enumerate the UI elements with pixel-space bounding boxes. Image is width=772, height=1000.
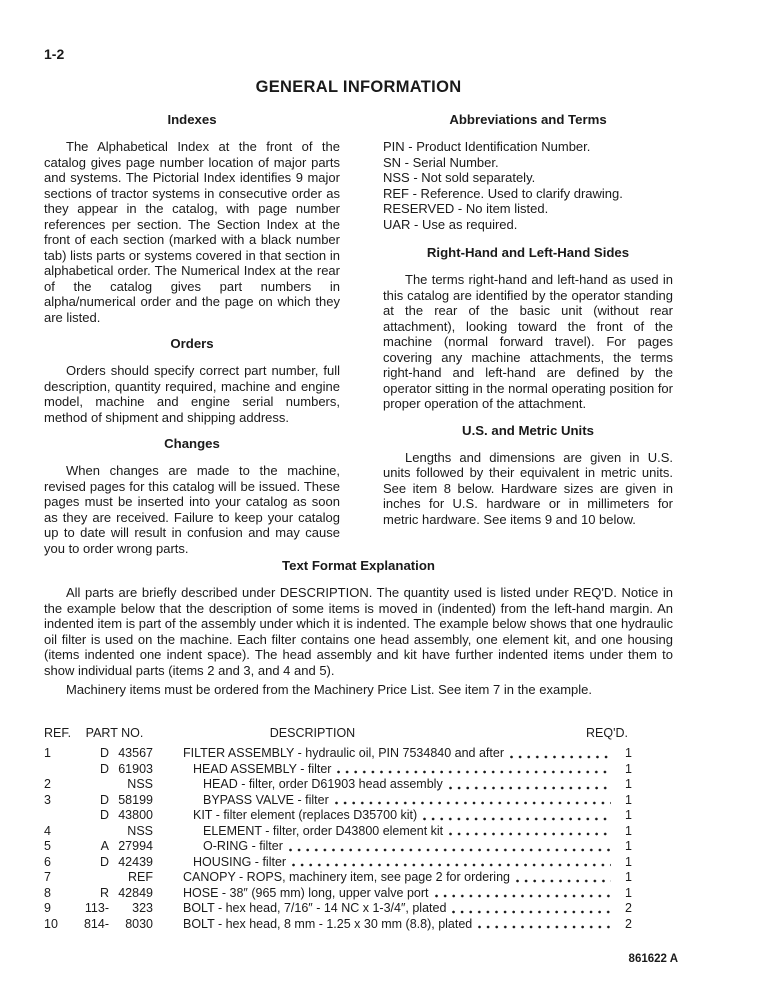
table-row	[44, 808, 632, 824]
reqd-cell: 1	[625, 854, 632, 869]
table-row	[44, 886, 632, 902]
form-number: 861622 A	[628, 953, 678, 965]
table-row	[44, 777, 632, 793]
part-number-cell: 323	[132, 901, 153, 915]
dot-leader	[292, 863, 611, 867]
description-text: BOLT - hex head, 8 mm - 1.25 x 30 mm (8.8), plated	[183, 916, 473, 931]
header-reqd: REQ'D.	[586, 726, 628, 740]
table-row	[44, 839, 632, 855]
orders-paragraph: Orders should specify correct part number, full description, quantity required, machine and engine model, machine and engine serial numbers, method of shipment and shipping address.	[44, 363, 340, 425]
description-text: FILTER ASSEMBLY - hydraulic oil, PIN 7534840 and after	[183, 746, 504, 760]
text-format-heading: Text Format Explanation	[282, 558, 435, 573]
sides-heading: Right-Hand and Left-Hand Sides	[426, 245, 630, 260]
part-number-cell: 43567	[118, 746, 153, 760]
dot-leader	[289, 848, 611, 852]
table-row	[44, 762, 632, 778]
dot-leader	[452, 910, 611, 914]
table-row	[44, 870, 632, 886]
text-format-paragraph: All parts are briefly described under DESCRIPTION. The quantity used is listed under REQ'D. Notice in the example below that the description of some items is moved in (indented) from the left-hand margin. An indented item is part of the assembly under which it is indented. The example below shows that one hydraulic oil filter is used on the machine. Each filter contains one head assembly, one element kit, and one housing (items indented one indent space). The head assembly and kit have further indented items under them to show individual parts (items 2 and 3, and 4 and 5).	[44, 585, 673, 678]
parts-table-body	[44, 746, 632, 932]
header-description: DESCRIPTION	[269, 726, 356, 740]
header-part-no: PART NO.	[85, 726, 144, 740]
description-cell	[183, 870, 616, 886]
abbreviation-item: NSS - Not sold separately.	[383, 170, 536, 185]
abbreviation-item: RESERVED - No item listed.	[383, 201, 549, 216]
reqd-cell: 1	[625, 870, 632, 884]
header-ref: REF.	[44, 726, 72, 740]
description-cell	[183, 824, 616, 840]
ref-cell	[44, 762, 76, 778]
dot-leader	[449, 832, 611, 836]
dot-leader	[337, 770, 611, 774]
two-column-area	[44, 106, 673, 556]
part-number-cell: 42439	[118, 854, 153, 869]
description-text: KIT - filter element (replaces D35700 kit)	[193, 808, 418, 822]
description-cell	[183, 777, 616, 793]
reqd-cell: 1	[625, 885, 632, 900]
part-prefix-cell	[76, 870, 109, 886]
description-text: BOLT - hex head, 7/16″ - 14 NC x 1-3/4″, plated	[183, 901, 447, 915]
part-prefix-cell: D	[99, 792, 109, 807]
part-prefix-cell: D	[99, 854, 109, 869]
description-cell	[183, 839, 616, 855]
description-cell	[183, 886, 616, 902]
ref-cell: 2	[44, 777, 51, 791]
reqd-cell: 1	[625, 839, 632, 853]
ref-cell: 9	[44, 901, 51, 915]
description-cell	[183, 855, 616, 871]
part-number-cell: REF	[128, 870, 153, 884]
table-row	[44, 746, 632, 762]
left-column	[44, 106, 340, 556]
ref-cell: 10	[44, 916, 58, 931]
page-title: GENERAL INFORMATION	[255, 78, 462, 96]
part-prefix-cell: D	[99, 746, 109, 760]
description-text: HOUSING - filter	[193, 854, 287, 869]
part-prefix-cell: D	[99, 808, 109, 822]
reqd-cell: 2	[625, 916, 632, 931]
reqd-cell: 2	[625, 901, 632, 915]
part-prefix-cell: R	[99, 885, 109, 900]
parts-table	[44, 719, 632, 932]
part-number-cell: 43800	[118, 808, 153, 822]
ref-cell: 1	[44, 746, 51, 760]
description-cell	[183, 917, 616, 933]
sides-paragraph: The terms right-hand and left-hand as used in this catalog are identified by the operator standing at the rear of the basic unit (without rear attachment), looking toward the front of the machine (normal forward travel). For pages covering any machine attachments, the terms right-hand and left-hand are defined by the operator sitting in the normal operating position for proper operation of the attachment.	[383, 272, 673, 411]
table-row	[44, 917, 632, 933]
ref-cell: 7	[44, 870, 51, 884]
abbreviations-heading: Abbreviations and Terms	[449, 112, 607, 127]
reqd-cell: 1	[625, 777, 632, 791]
parts-table-header	[44, 719, 632, 741]
table-row	[44, 793, 632, 809]
part-prefix-cell	[76, 777, 109, 793]
right-column	[383, 106, 673, 556]
part-prefix-cell: 814-	[83, 916, 109, 931]
ref-cell: 3	[44, 792, 51, 807]
abbreviation-item: UAR - Use as required.	[383, 216, 518, 232]
part-number-cell: 58199	[118, 792, 153, 807]
changes-paragraph: When changes are made to the machine, revised pages for this catalog will be issued. These pages must be inserted into your catalog as soon as they are received. Failure to keep your catalog up to date will result in confusion and may cause you to order wrong parts.	[44, 463, 340, 556]
dot-leader	[516, 879, 611, 883]
dot-leader	[510, 755, 611, 759]
reqd-cell: 1	[625, 792, 632, 807]
ref-cell	[44, 808, 76, 824]
description-text: BYPASS VALVE - filter	[203, 792, 329, 807]
part-prefix-cell	[76, 824, 109, 840]
reqd-cell: 1	[625, 823, 632, 838]
table-row	[44, 855, 632, 871]
description-text: O-RING - filter	[203, 839, 283, 853]
indexes-heading: Indexes	[167, 112, 217, 127]
part-number-cell: NSS	[127, 777, 153, 791]
description-cell	[183, 746, 616, 762]
description-text: HEAD - filter, order D61903 head assembly	[203, 777, 443, 791]
ref-cell: 8	[44, 885, 51, 900]
description-cell	[183, 793, 616, 809]
reqd-cell: 1	[625, 746, 632, 760]
ref-cell: 4	[44, 823, 51, 838]
part-number-cell: 61903	[118, 761, 153, 776]
description-text: CANOPY - ROPS, machinery item, see page 2 for ordering	[183, 870, 510, 884]
indexes-paragraph: The Alphabetical Index at the front of the catalog gives page number location of major parts and systems. The Pictorial Index identifies 9 major sections of tractor systems in consecutive order as they appear in the catalog, with page number references per section. The Section Index at the front of each section (marked with a black number tab) lists parts or systems covered in that section in alphabetical order. The Numerical Index at the rear of the catalog gives part numbers in alpha/numerical order and the page on which they are listed.	[44, 139, 340, 325]
part-prefix-cell: 113-	[84, 901, 109, 915]
abbreviations-list	[383, 139, 673, 232]
abbreviation-item: SN - Serial Number.	[383, 154, 499, 170]
dot-leader	[335, 801, 611, 805]
part-prefix-cell: A	[100, 839, 109, 853]
orders-heading: Orders	[170, 336, 214, 351]
dot-leader	[478, 925, 611, 929]
units-paragraph: Lengths and dimensions are given in U.S. units followed by their equivalent in metric units. See item 8 below. Hardware sizes are given in inches for U.S. hardware or in millimeters for metric hardware. See items 9 and 10 below.	[383, 449, 673, 527]
part-number-cell: NSS	[127, 823, 153, 838]
part-prefix-cell: D	[99, 761, 109, 776]
reqd-cell: 1	[625, 808, 632, 822]
part-number-cell: 8030	[125, 916, 153, 931]
part-number-cell: 42849	[118, 885, 153, 900]
units-heading: U.S. and Metric Units	[462, 422, 594, 438]
reqd-cell: 1	[625, 761, 632, 776]
table-row	[44, 824, 632, 840]
description-cell	[183, 901, 616, 917]
description-text: HEAD ASSEMBLY - filter	[193, 761, 332, 776]
abbreviation-item: REF - Reference. Used to clarify drawing.	[383, 185, 623, 201]
machinery-note: Machinery items must be ordered from the Machinery Price List. See item 7 in the example.	[66, 682, 592, 697]
description-cell	[183, 762, 616, 778]
dot-leader	[423, 817, 611, 821]
description-text: HOSE - 38″ (965 mm) long, upper valve port	[183, 885, 429, 900]
changes-heading: Changes	[164, 436, 220, 451]
table-row	[44, 901, 632, 917]
ref-cell: 5	[44, 839, 51, 853]
description-text: ELEMENT - filter, order D43800 element kit	[203, 823, 444, 838]
abbreviation-item: PIN - Product Identification Number.	[383, 139, 591, 154]
dot-leader	[449, 786, 611, 790]
description-cell	[183, 808, 616, 824]
dot-leader	[435, 894, 611, 898]
ref-cell: 6	[44, 854, 51, 869]
page-number: 1-2	[44, 46, 65, 62]
part-number-cell: 27994	[118, 839, 153, 853]
text-format-section	[44, 550, 673, 698]
